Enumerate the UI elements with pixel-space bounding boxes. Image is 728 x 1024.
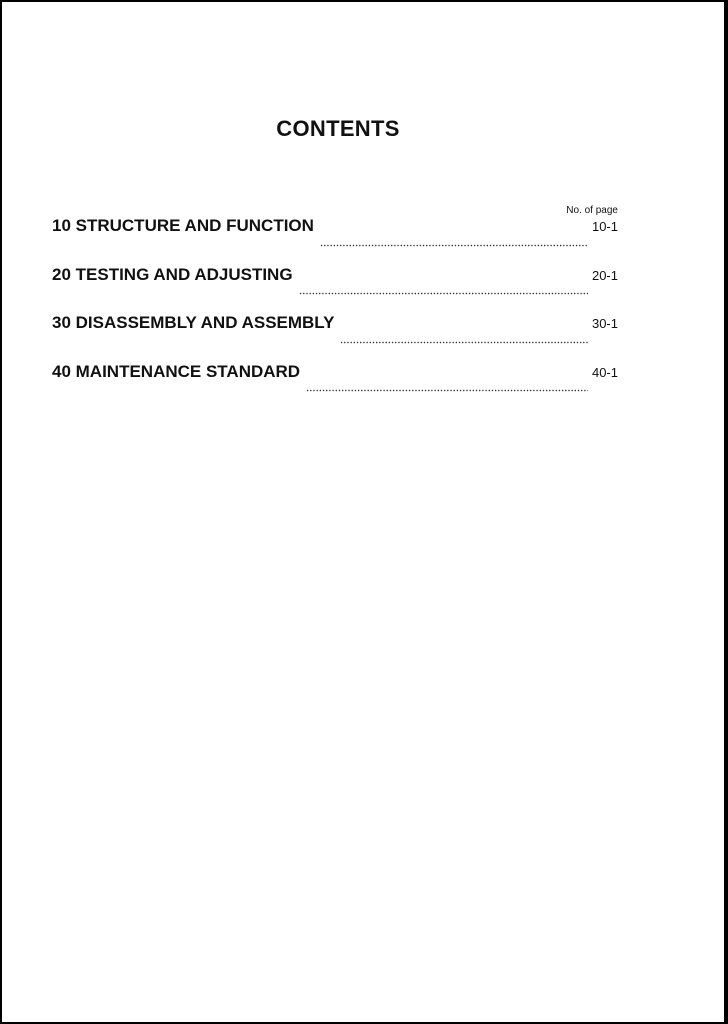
toc-entry-label: 20 TESTING AND ADJUSTING (52, 264, 293, 284)
toc-entry-disassembly-and-assembly[interactable] (52, 313, 618, 362)
dot-leader (320, 244, 588, 247)
toc-entry-label: 30 DISASSEMBLY AND ASSEMBLY (52, 313, 335, 332)
toc-entry-page-number: 40-1 (591, 364, 618, 380)
dot-leader (299, 292, 588, 295)
toc-entry-page-number: 10-1 (591, 219, 618, 234)
table-of-contents (52, 216, 618, 410)
toc-entry-maintenance-standard[interactable] (52, 362, 618, 411)
toc-entry-page-number: 20-1 (591, 267, 618, 283)
toc-entry-testing-and-adjusting[interactable] (52, 265, 618, 314)
page-number-column-header: No. of page (566, 205, 618, 216)
toc-entry-label: 10 STRUCTURE AND FUNCTION (52, 216, 314, 235)
toc-entry-structure-and-function[interactable] (52, 216, 618, 265)
toc-entry-label: 40 MAINTENANCE STANDARD (52, 361, 301, 381)
dot-leader (306, 389, 588, 392)
dot-leader (340, 341, 588, 344)
document-page (2, 2, 724, 1022)
page-title: CONTENTS (276, 116, 400, 141)
toc-entry-page-number: 30-1 (591, 316, 618, 331)
